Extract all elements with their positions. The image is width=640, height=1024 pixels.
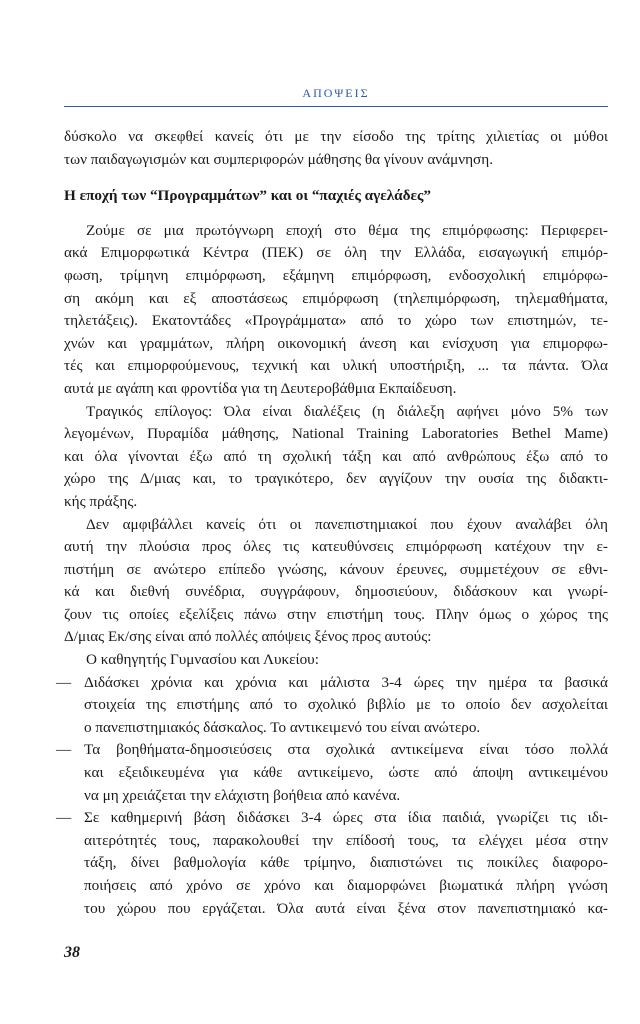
text-line: να μη χρειάζεται την ελάχιστη βοήθεια από κανένα. bbox=[84, 786, 401, 804]
text-line: Σε καθημερινή βάση διδάσκει 3-4 ώρες στα ίδια παιδιά, γνωρίζει τις ιδι- bbox=[84, 809, 608, 827]
text-line: Ζούμε σε μια πρωτόγνωρη εποχή στο θέμα της επιμόρφωσης: Περιφερει- bbox=[86, 221, 608, 239]
list-item bbox=[56, 807, 608, 920]
text-line: στοιχεία της επιστήμης από το σχολικό βιβλίο με το οποίο δεν ασχολείται bbox=[84, 696, 608, 714]
text-line: ζουν τις οποίες εξελίξεις πάνω στην επιστήμη τους. Πλην όμως ο χώρος της bbox=[64, 605, 608, 623]
text-line: δύσκολο να σκεφθεί κανείς ότι με την είσοδο της τρίτης χιλιετίας οι μύθοι bbox=[64, 128, 608, 145]
text-line: Τα βοηθήματα-δημοσιεύσεις στα σχολικά αντικείμενα είναι τόσο πολλά bbox=[84, 741, 608, 759]
text-line: τάξη, δίνει βαθμολογία κάθε τρίμηνο, διαπιστώνει τις ποικίλες διαφορο- bbox=[84, 854, 608, 872]
text-line: λεγομένων, Πυραμίδα μάθησης, National Training Laboratories Bethel Mame) bbox=[64, 425, 608, 443]
text-line: ση ακόμη και εξ αποστάσεως επιμόρφωση (τηλεπιμόρφωση, τηλεμαθήματα, bbox=[64, 289, 608, 307]
list-intro: Ο καθηγητής Γυμνασίου και Λυκείου: bbox=[86, 651, 319, 669]
book-page bbox=[56, 0, 608, 1024]
text-line: Διδάσκει χρόνια και χρόνια και μάλιστα 3-4 ώρες την ημέρα τα βασικά bbox=[84, 673, 608, 691]
dash-marker: — bbox=[56, 809, 72, 827]
page-number: 38 bbox=[64, 944, 80, 961]
text-line: Τραγικός επίλογος: Όλα είναι διαλέξεις (η διάλεξη αφήνει μόνο 5% των bbox=[86, 402, 608, 420]
text-line: Δ/μιας Εκ/σης είναι από πολλές απόψεις ξένος προς αυτούς: bbox=[64, 628, 432, 646]
text-line: και όλα γίνονται έξω από τη σχολική τάξη και από ανθρώπους έξω από το bbox=[64, 447, 608, 465]
section-heading: Η εποχή των “Προγραμμάτων” και οι “παχιές αγελάδες” bbox=[64, 187, 432, 205]
text-line: φωση, τρίμηνη επιμόρφωση, εξάμηνη επιμόρφωση, ενδοσχολική επιμόρφω- bbox=[64, 266, 608, 284]
text-line: του χώρου που εργάζεται. Όλα αυτά είναι ξένα στον πανεπιστημιακό κα- bbox=[84, 899, 608, 917]
text-line: ακά Επιμορφωτικά Κέντρα (ΠΕΚ) σε όλη την Ελλάδα, εισαγωγική επιμόρ- bbox=[64, 244, 608, 262]
dash-marker: — bbox=[56, 673, 72, 691]
text-line: κής πράξης. bbox=[64, 492, 138, 510]
text-line: ο πανεπιστημιακός δάσκαλος. Το αντικειμενό του είναι ανώτερο. bbox=[84, 718, 481, 736]
text-line: τές και επιμορφούμενους, τεχνική και υλική υποστήριξη, ... τα πάντα. Όλα bbox=[64, 357, 608, 375]
text-line: των παιδαγωγισμών και συμπεριφορών μάθησης θα γίνουν ανάμνηση. bbox=[64, 150, 493, 168]
page-body bbox=[56, 126, 608, 920]
running-head: ΑΠΟΨΕΙΣ bbox=[302, 86, 370, 100]
text-line: Δεν αμφιβάλλει κανείς ότι οι πανεπιστημιακοί που έχουν αναλάβει όλη bbox=[86, 515, 608, 533]
header-rule bbox=[64, 106, 608, 107]
text-line: χνών και γραμμάτων, πλήρη οικονομική άνεση και ενίσχυση για επιμορφω- bbox=[64, 334, 608, 352]
text-line: τηλετάξεις). Εκατοντάδες «Προγράμματα» από το χώρο των επιστημών, τε- bbox=[64, 312, 608, 330]
list-item bbox=[56, 672, 608, 740]
dash-marker: — bbox=[56, 741, 72, 759]
text-line: χώρο της Δ/μιας και, το τραγικότερο, δεν αγγίζουν την ουσία της διδακτι- bbox=[64, 470, 608, 488]
text-line: αιτερότητές τους, παρακολουθεί την επίδοσή τους, τα ελέγχει μέσα στην bbox=[84, 831, 608, 849]
text-line: και εξειδικευμένα για κάθε αντικείμενο, ώστε από άποψη αντικειμένου bbox=[84, 764, 608, 782]
text-line: αυτή την πλούσια προς όλες τις κατευθύνσεις επιμόρφωση κατέχουν την ε- bbox=[64, 538, 608, 556]
text-line: αυτά με αγάπη και φροντίδα για τη Δευτεροβάθμια Εκπαίδευση. bbox=[64, 379, 457, 397]
text-line: κά και διεθνή συνέδρια, συγγράφουν, δημοσιεύουν, διδάσκουν και γνωρί- bbox=[64, 583, 608, 601]
text-line: πιστήμη σε ανώτερο επίπεδο γνώσης, κάνουν έρευνες, συμμετέχουν σε εθνι- bbox=[64, 560, 608, 578]
text-line: ποιήσεις από χρόνο σε χρόνο και διαμορφώνει βιωματικά πλήρη γνώση bbox=[84, 877, 608, 894]
list-item bbox=[56, 739, 608, 807]
